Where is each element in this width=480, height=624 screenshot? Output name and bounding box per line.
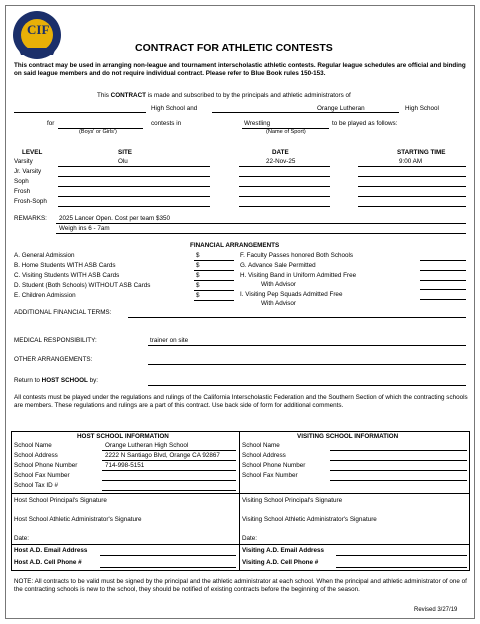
visiting-field-label: School Address: [242, 452, 286, 459]
financial-amount-field[interactable]: [194, 280, 234, 281]
intro-text: This contract may be used in arranging non-league and tournament interscholastic athletic contests. Regular league schedules are official and binding on said league members and do not require individual contract. Please refer to Blue Book rules 150-153.: [14, 62, 466, 78]
other-line[interactable]: [148, 364, 466, 365]
financial-check-field[interactable]: [420, 260, 466, 261]
financial-check-field[interactable]: [420, 299, 466, 300]
return-line[interactable]: [148, 385, 466, 386]
table-divider: [239, 431, 240, 571]
dollar-sign: $: [196, 292, 200, 299]
date-value: 22-Nov-25: [266, 158, 296, 165]
visiting-title: VISITING SCHOOL INFORMATION: [297, 433, 399, 440]
remarks-value-2: Weigh ins 6 - 7am: [59, 225, 110, 232]
host-cell-label: Host A.D. Cell Phone #: [14, 559, 82, 566]
host-field-label: School Tax ID #: [14, 482, 58, 489]
site-field[interactable]: [58, 186, 210, 187]
level-label: Frosh: [14, 188, 31, 195]
host-date: Date:: [14, 535, 30, 542]
site-field[interactable]: [58, 176, 210, 177]
financial-title: FINANCIAL ARRANGEMENTS: [190, 242, 280, 249]
level-label: Varsity: [14, 158, 33, 165]
date-field[interactable]: [239, 166, 330, 167]
host-field-label: School Phone Number: [14, 462, 78, 469]
level-label: Frosh-Soph: [14, 198, 47, 205]
visiting-field-line[interactable]: [330, 460, 467, 461]
host-field-line[interactable]: [102, 470, 236, 471]
return-line-label: Return to HOST SCHOOL by:: [14, 377, 98, 384]
other-label: OTHER ARRANGEMENTS:: [14, 356, 93, 363]
visiting-cell-field[interactable]: [336, 567, 467, 568]
medical-value: trainer on site: [150, 337, 189, 344]
visiting-field-label: School Name: [242, 442, 280, 449]
visiting-email-field[interactable]: [336, 555, 467, 556]
financial-item-label: E. Children Admission: [14, 292, 76, 299]
financial-item-label: With Advisor: [261, 281, 296, 288]
financial-item-label: C. Visiting Students WITH ASB Cards: [14, 272, 120, 279]
level-label: Soph: [14, 178, 29, 185]
sport-value: Wrestling: [244, 120, 271, 127]
additional-terms-label: ADDITIONAL FINANCIAL TERMS:: [14, 309, 112, 316]
time-field[interactable]: [358, 186, 466, 187]
dollar-sign: $: [196, 282, 200, 289]
time-field[interactable]: [358, 196, 466, 197]
high-school-and-label: High School and: [151, 105, 198, 112]
medical-label: MEDICAL RESPONSIBILITY:: [14, 337, 97, 344]
visiting-cell-label: Visiting A.D. Cell Phone #: [242, 559, 319, 566]
host-field-line[interactable]: [102, 450, 236, 451]
played-label: to be played as follows:: [332, 120, 398, 127]
logo-letters: CIF: [27, 22, 50, 37]
time-field[interactable]: [358, 166, 466, 167]
additional-terms-line[interactable]: [128, 317, 466, 318]
host-email-field[interactable]: [100, 555, 236, 556]
site-value: Olu: [118, 158, 128, 165]
financial-check-field[interactable]: [420, 289, 466, 290]
financial-check-field[interactable]: [420, 270, 466, 271]
date-field[interactable]: [239, 196, 330, 197]
date-field[interactable]: [239, 206, 330, 207]
host-field-line[interactable]: [102, 490, 236, 491]
visiting-field-label: School Phone Number: [242, 462, 306, 469]
school1-line[interactable]: [14, 112, 146, 113]
contests-in-label: contests in: [151, 120, 182, 127]
remarks-label: REMARKS:: [14, 215, 47, 222]
for-label: for: [47, 120, 55, 127]
visiting-date: Date:: [242, 535, 258, 542]
host-field-line[interactable]: [102, 480, 236, 481]
host-field-label: School Address: [14, 452, 58, 459]
financial-amount-field[interactable]: [194, 290, 234, 291]
host-title: HOST SCHOOL INFORMATION: [77, 433, 169, 440]
date-header: DATE: [272, 149, 289, 156]
time-value: 9:00 AM: [399, 158, 423, 165]
host-email-label: Host A.D. Email Address: [14, 547, 88, 554]
visiting-email-label: Visiting A.D. Email Address: [242, 547, 324, 554]
time-header: STARTING TIME: [397, 149, 446, 156]
high-school-label: High School: [405, 105, 439, 112]
site-header: SITE: [118, 149, 132, 156]
remarks-value-1: 2025 Lancer Open. Cost per team $350: [59, 215, 170, 222]
financial-check-field[interactable]: [420, 280, 466, 281]
visiting-field-line[interactable]: [330, 480, 467, 481]
school2-value: Orange Lutheran: [317, 105, 365, 112]
financial-amount-field[interactable]: [194, 270, 234, 271]
visiting-field-line[interactable]: [330, 450, 467, 451]
school2-line[interactable]: [212, 112, 399, 113]
visiting-ad-sig: Visiting School Athletic Administrator's Signature: [242, 516, 377, 523]
financial-item-label: F. Faculty Passes honored Both Schools: [240, 252, 354, 259]
host-field-value: 714-998-5151: [105, 462, 145, 469]
visiting-principal-sig: Visiting School Principal's Signature: [242, 497, 343, 504]
time-field[interactable]: [358, 206, 466, 207]
financial-item-label: G. Advance Sale Permitted: [240, 262, 316, 269]
sig-divider: [11, 493, 470, 494]
made-line: This CONTRACT is made and subscribed to by the principals and athletic administrators of: [97, 92, 351, 99]
date-divider: [11, 544, 470, 545]
dollar-sign: $: [196, 252, 200, 259]
site-field[interactable]: [58, 196, 210, 197]
host-field-line[interactable]: [102, 460, 236, 461]
date-field[interactable]: [239, 186, 330, 187]
financial-item-label: D. Student (Both Schools) WITHOUT ASB Cards: [14, 282, 151, 289]
financial-item-label: B. Home Students WITH ASB Cards: [14, 262, 116, 269]
financial-item-label: H. Visiting Band in Uniform Admitted Free: [240, 272, 357, 279]
visiting-field-label: School Fax Number: [242, 472, 298, 479]
financial-item-label: I. Visiting Pep Squads Admitted Free: [240, 291, 343, 298]
medical-line[interactable]: [148, 345, 466, 346]
rules-text: All contests must be played under the regulations and rulings of the California Interscholastic Federation and the Southern Section of which the contracting schools are members. These regulations and rulings are a part of this contract. Use back side of form for additional comments.: [14, 394, 468, 410]
financial-amount-field[interactable]: [194, 260, 234, 261]
financial-item-label: A. General Admission: [14, 252, 75, 259]
host-principal-sig: Host School Principal's Signature: [14, 497, 107, 504]
remarks-line-2[interactable]: [56, 233, 466, 234]
note-text: NOTE: All contracts to be valid must be signed by the principal and the athletic administrator at each school. When the principal and athletic administrator of one of the contracting schools is new to the school, they should be notified of existing contracts before the beginning of the season.: [14, 578, 467, 594]
hint-sport: (Name of Sport): [266, 129, 306, 135]
hint-boys: (Boys' or Girls'): [79, 129, 117, 135]
host-field-label: School Fax Number: [14, 472, 70, 479]
page-title: CONTRACT FOR ATHLETIC CONTESTS: [135, 42, 333, 54]
host-field-value: 2222 N Santiago Blvd, Orange CA 92867: [105, 452, 220, 459]
date-field[interactable]: [239, 176, 330, 177]
remarks-line-1[interactable]: [56, 223, 466, 224]
revised-date: Revised 3/27/19: [414, 607, 458, 613]
visiting-field-line[interactable]: [330, 470, 467, 471]
financial-amount-field[interactable]: [194, 300, 234, 301]
dollar-sign: $: [196, 272, 200, 279]
host-field-value: Orange Lutheran High School: [105, 442, 189, 449]
site-field[interactable]: [58, 206, 210, 207]
financial-item-label: With Advisor: [261, 300, 296, 307]
host-cell-field[interactable]: [100, 567, 236, 568]
level-header: LEVEL: [22, 149, 43, 156]
host-ad-sig: Host School Athletic Administrator's Signature: [14, 516, 142, 523]
level-label: Jr. Varsity: [14, 168, 42, 175]
host-field-label: School Name: [14, 442, 52, 449]
time-field[interactable]: [358, 176, 466, 177]
site-field[interactable]: [58, 166, 210, 167]
dollar-sign: $: [196, 262, 200, 269]
